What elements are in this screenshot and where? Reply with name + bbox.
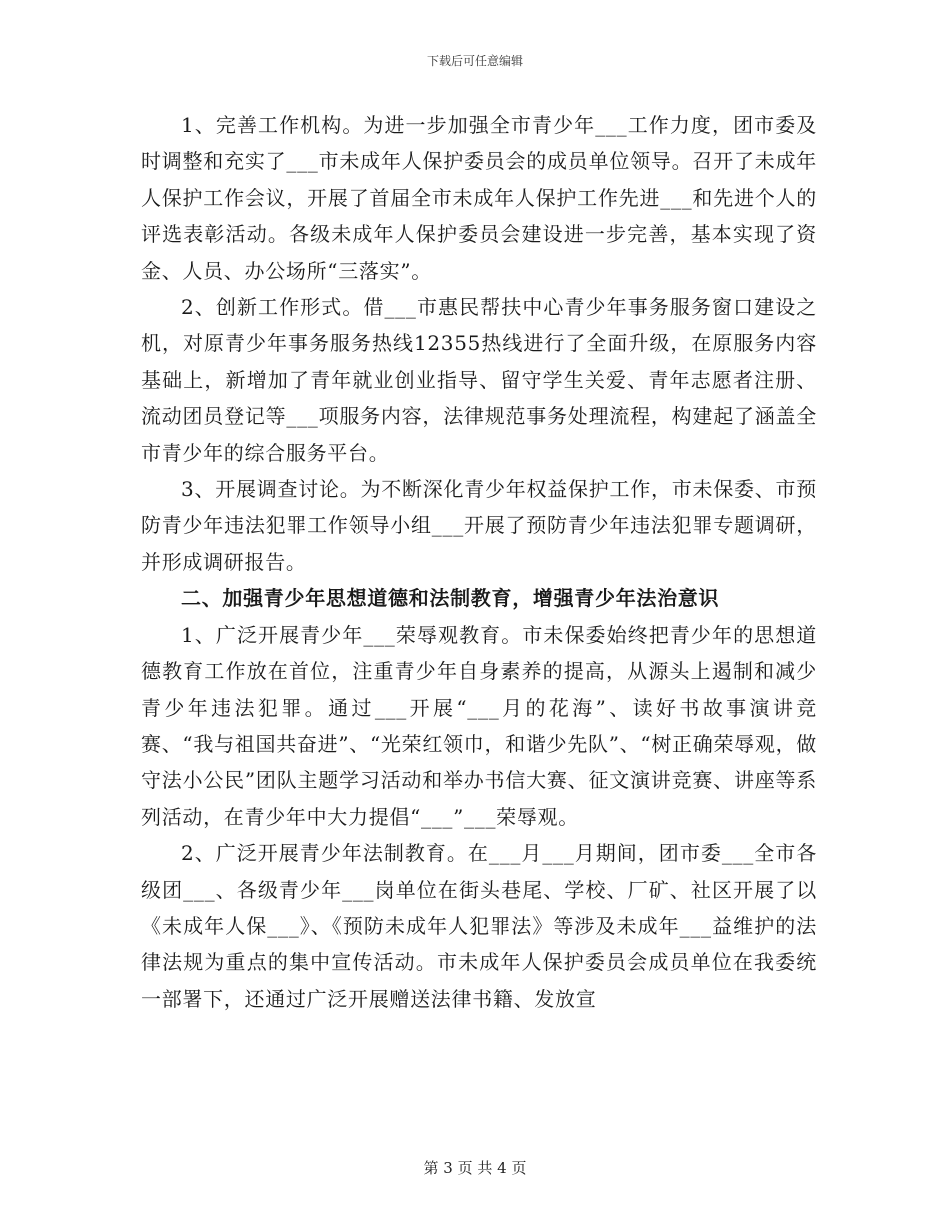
page-footer: 第 3 页 共 4 页 xyxy=(423,1159,527,1177)
paragraph-2: 2、创新工作形式。借___市惠民帮扶中心青少年事务服务窗口建设之机，对原青少年事务服务热线12355热线进行了全面升级，在原服务内容基础上，新增加了青年就业创业指导、留守学生关爱、青年志愿者注册、流动团员登记等___项服务内容，法律规范事务处理流程，构建起了涵盖全市青少年的综合服务平台。 xyxy=(141,295,817,465)
section-heading-2: 二、加强青少年思想道德和法制教育，增强青少年法治意识 xyxy=(181,586,720,611)
document-body xyxy=(141,107,817,1017)
paragraph-5: 2、广泛开展青少年法制教育。在___月___月期间，团市委___全市各级团___、各级青少年___岗单位在街头巷尾、学校、厂矿、社区开展了以《未成年人保___》、《预防未成年人犯罪法》等涉及未成年___益维护的法律法规为重点的集中宣传活动。市未成年人保护委员会成员单位在我委统一部署下，还通过广泛开展赠送法律书籍、发放宣 xyxy=(141,841,817,1011)
page-header: 下载后可任意编辑 xyxy=(426,54,523,68)
paragraph-3: 3、开展调查讨论。为不断深化青少年权益保护工作，市未保委、市预防青少年违法犯罪工作领导小组___开展了预防青少年违法犯罪专题调研，并形成调研报告。 xyxy=(141,477,817,574)
paragraph-4: 1、广泛开展青少年___荣辱观教育。市未保委始终把青少年的思想道德教育工作放在首位，注重青少年自身素养的提高，从源头上遏制和减少青少年违法犯罪。通过___开展“___月的花海”、读好书故事演讲竞赛、“我与祖国共奋进”、“光荣红领巾，和谐少先队”、“树正确荣辱观，做守法小公民”团队主题学习活动和举办书信大赛、征文演讲竞赛、讲座等系列活动，在青少年中大力提倡“___”___荣辱观。 xyxy=(141,622,817,829)
paragraph-1: 1、完善工作机构。为进一步加强全市青少年___工作力度，团市委及时调整和充实了___市未成年人保护委员会的成员单位领导。召开了未成年人保护工作会议，开展了首届全市未成年人保护工作先进___和先进个人的评选表彰活动。各级未成年人保护委员会建设进一步完善，基本实现了资金、人员、办公场所“三落实”。 xyxy=(141,113,817,283)
